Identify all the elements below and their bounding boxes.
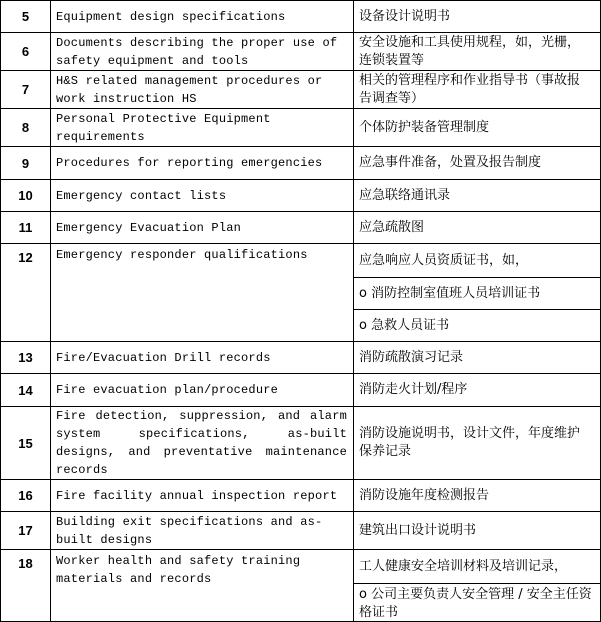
item-chinese: 消防走火计划/程序 [354,374,601,407]
item-english: Procedures for reporting emergencies [51,147,354,180]
row-number: 9 [1,147,51,180]
row-number: 5 [1,1,51,33]
item-chinese: 个体防护装备管理制度 [354,109,601,147]
table-row [1,244,601,342]
item-chinese-line: o 公司主要负责人安全管理 / 安全主任资格证书 [354,583,600,621]
item-english: Emergency responder qualifications [51,244,354,342]
row-number: 11 [1,212,51,244]
row-number: 13 [1,342,51,374]
item-chinese-list [354,550,601,622]
table-row [1,180,601,212]
item-chinese: 应急联络通讯录 [354,180,601,212]
table-row [1,212,601,244]
row-number: 14 [1,374,51,407]
table-row [1,480,601,512]
table-row [1,407,601,480]
item-chinese: 建筑出口设计说明书 [354,512,601,550]
item-english: Fire/Evacuation Drill records [51,342,354,374]
item-english: Documents describing the proper use of safety equipment and tools [51,33,354,71]
item-chinese-line: o 急救人员证书 [354,309,600,341]
table-row [1,1,601,33]
item-english: Equipment design specifications [51,1,354,33]
item-chinese: 消防设施年度检测报告 [354,480,601,512]
row-number: 7 [1,71,51,109]
table-row [1,374,601,407]
row-number: 6 [1,33,51,71]
row-number: 10 [1,180,51,212]
item-english: Fire detection, suppression, and alarm system specifications, as-built designs, and preventative maintenance records [51,407,354,480]
item-english: Worker health and safety training materials and records [51,550,354,622]
item-chinese: 消防设施说明书，设计文件，年度维护保养记录 [354,407,601,480]
row-number: 8 [1,109,51,147]
item-english: Emergency contact lists [51,180,354,212]
table-row [1,512,601,550]
item-chinese-list [354,244,601,342]
item-chinese-line: 工人健康安全培训材料及培训记录， [359,558,568,574]
table-row [1,342,601,374]
item-chinese-line: o 消防控制室值班人员培训证书 [354,277,600,309]
item-english: Building exit specifications and as-built designs [51,512,354,550]
item-chinese-line: 应急响应人员资质证书，如， [359,252,529,268]
table-row [1,33,601,71]
item-english: Emergency Evacuation Plan [51,212,354,244]
item-english: Fire evacuation plan/procedure [51,374,354,407]
item-chinese: 设备设计说明书 [354,1,601,33]
item-english: Personal Protective Equipment requirements [51,109,354,147]
row-number: 15 [1,407,51,480]
row-number: 16 [1,480,51,512]
item-chinese: 安全设施和工具使用规程，如，光栅，连锁装置等 [354,33,601,71]
row-number: 18 [1,550,51,622]
table-row [1,71,601,109]
item-english: Fire facility annual inspection report [51,480,354,512]
item-english: H&S related management procedures or work instruction HS [51,71,354,109]
item-chinese: 相关的管理程序和作业指导书（事故报告调查等） [354,71,601,109]
row-number: 17 [1,512,51,550]
row-number: 12 [1,244,51,342]
table-row [1,109,601,147]
item-chinese: 消防疏散演习记录 [354,342,601,374]
item-chinese: 应急疏散图 [354,212,601,244]
table-row [1,550,601,622]
table-row [1,147,601,180]
item-chinese: 应急事件准备，处置及报告制度 [354,147,601,180]
